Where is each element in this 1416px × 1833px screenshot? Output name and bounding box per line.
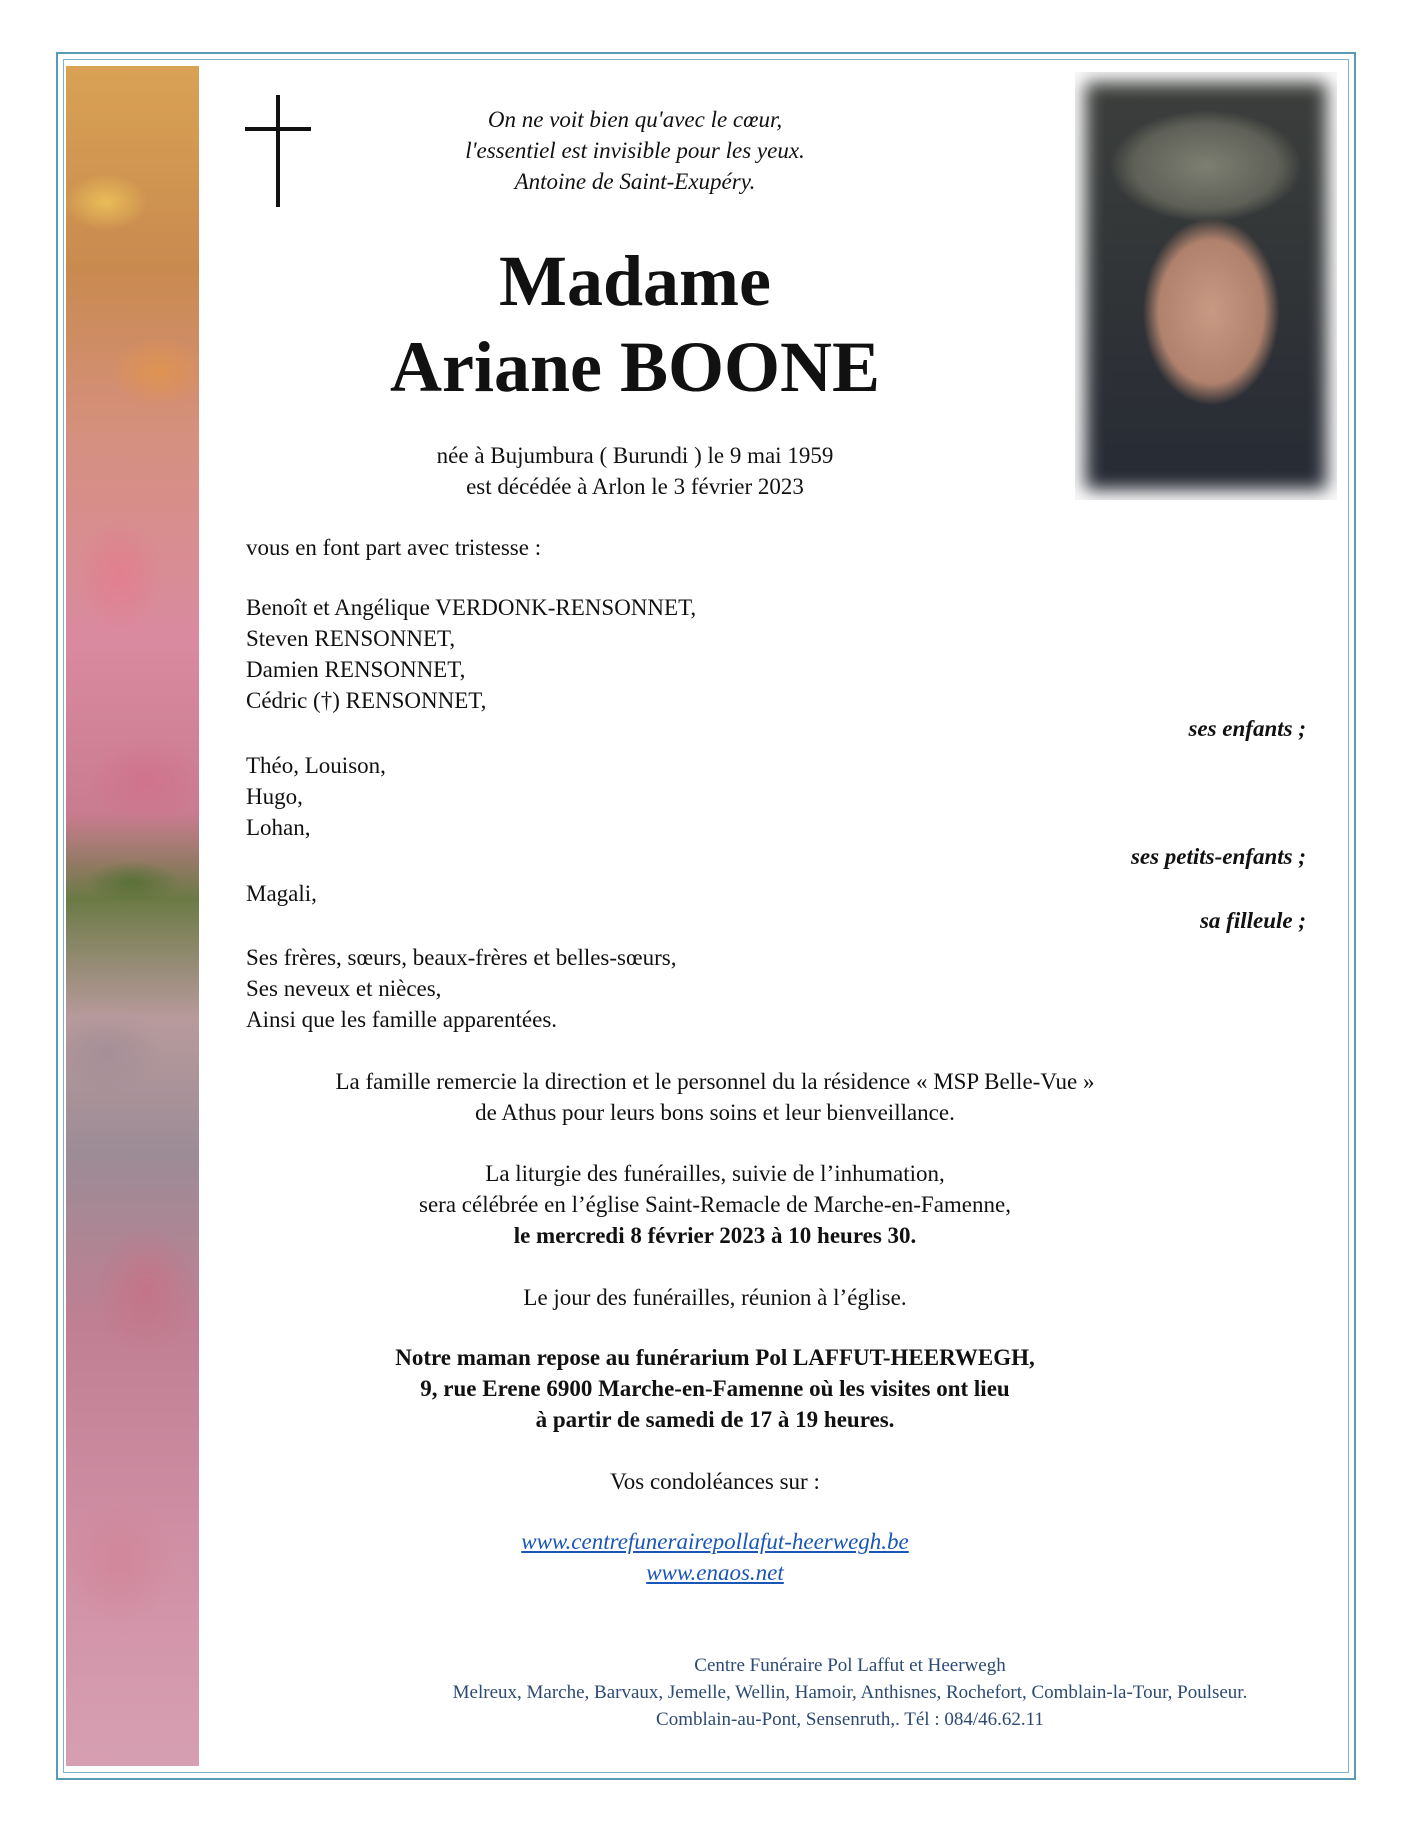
paragraph-line: sera célébrée en l’église Saint-Remacle de Marche-en-Famenne, <box>419 1192 1011 1217</box>
quote-author: Antoine de Saint-Exupéry. <box>514 169 756 194</box>
list-item: Ses frères, sœurs, beaux-frères et belles-sœurs, <box>246 945 677 970</box>
paragraph-line: 9, rue Erene 6900 Marche-en-Famenne où les visites ont lieu <box>420 1376 1010 1401</box>
relatives-list <box>246 942 676 1035</box>
paragraph-line: La liturgie des funérailles, suivie de l’inhumation, <box>485 1161 945 1186</box>
list-item: Ses neveux et nièces, <box>246 976 442 1001</box>
list-item: Cédric (†) RENSONNET, <box>246 688 487 713</box>
footer-line: Comblain-au-Pont, Sensenruth,. Tél : 084/46.62.11 <box>656 1709 1044 1730</box>
floral-side-image <box>66 66 199 1766</box>
intro-text: vous en font part avec tristesse : <box>246 535 542 560</box>
paragraph-line: à partir de samedi de 17 à 19 heures. <box>535 1407 895 1432</box>
death-line: est décédée à Arlon le 3 février 2023 <box>466 474 804 499</box>
portrait-photo <box>1075 72 1337 500</box>
children-label: ses enfants ; <box>1188 716 1306 741</box>
list-item: Damien RENSONNET, <box>246 657 466 682</box>
birth-line: née à Bujumbura ( Burundi ) le 9 mai 1959 <box>436 443 834 468</box>
paragraph-line: La famille remercie la direction et le personnel du la résidence « MSP Belle-Vue » <box>335 1069 1095 1094</box>
grandchildren-label: ses petits-enfants ; <box>1130 844 1306 869</box>
list-item: Lohan, <box>246 815 311 840</box>
funeral-home-paragraph <box>290 1342 1140 1435</box>
footer <box>380 1652 1320 1733</box>
thanks-paragraph <box>290 1066 1140 1128</box>
ceremony-date: le mercredi 8 février 2023 à 10 heures 30. <box>513 1223 917 1248</box>
quote-line: l'essentiel est invisible pour les yeux. <box>465 138 805 163</box>
children-list <box>246 592 696 716</box>
enaos-link[interactable]: www.enaos.net <box>646 1560 784 1585</box>
title-line: Ariane BOONE <box>389 327 880 407</box>
goddaughter-name: Magali, <box>246 881 317 906</box>
condolences-text: Vos condoléances sur : <box>610 1469 820 1494</box>
liturgy-paragraph <box>290 1158 1140 1251</box>
list-item: Ainsi que les famille apparentées. <box>246 1007 558 1032</box>
grandchildren-list <box>246 750 386 843</box>
goddaughter-label: sa filleule ; <box>1199 908 1306 933</box>
meeting-text: Le jour des funérailles, réunion à l’église. <box>523 1285 907 1310</box>
title-line: Madame <box>499 241 771 321</box>
paragraph-line: de Athus pour leurs bons soins et leur bienveillance. <box>475 1100 955 1125</box>
footer-line: Melreux, Marche, Barvaux, Jemelle, Wellin, Hamoir, Anthisnes, Rochefort, Comblain-la-Tour, Poulseur. <box>452 1682 1248 1703</box>
footer-line: Centre Funéraire Pol Laffut et Heerwegh <box>694 1655 1006 1676</box>
list-item: Hugo, <box>246 784 303 809</box>
deceased-name <box>330 238 940 410</box>
list-item: Steven RENSONNET, <box>246 626 456 651</box>
quote <box>360 104 910 197</box>
links <box>290 1526 1140 1588</box>
funeral-center-link[interactable]: www.centrefunerairepollafut-heerwegh.be <box>521 1529 909 1554</box>
list-item: Benoît et Angélique VERDONK-RENSONNET, <box>246 595 697 620</box>
list-item: Théo, Louison, <box>246 753 386 778</box>
paragraph-line: Notre maman repose au funérarium Pol LAFFUT-HEERWEGH, <box>395 1345 1035 1370</box>
birth-death-info <box>370 440 900 502</box>
quote-line: On ne voit bien qu'avec le cœur, <box>487 107 783 132</box>
